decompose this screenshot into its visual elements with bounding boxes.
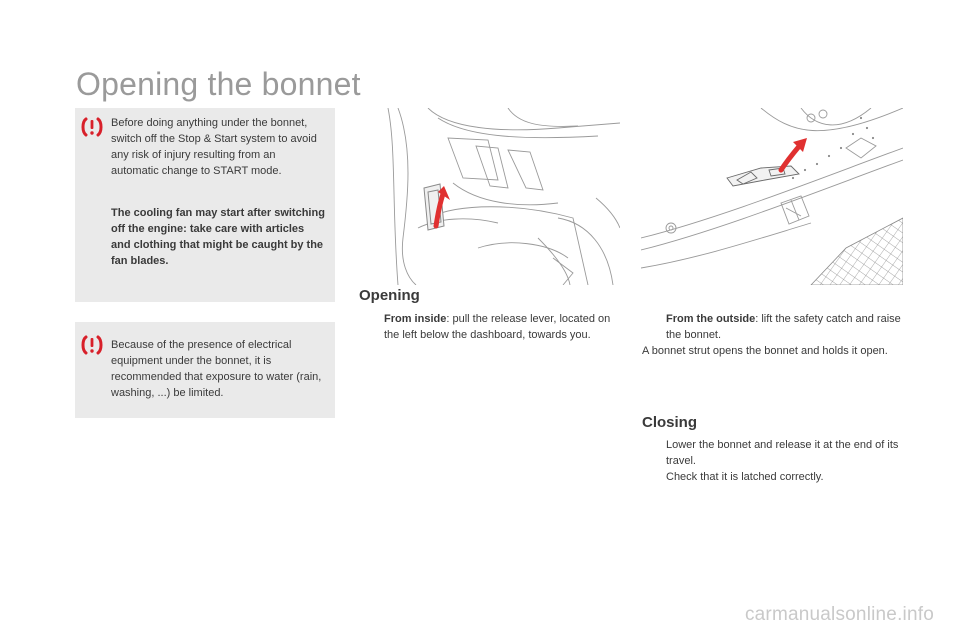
pedals-lever-drawing (358, 108, 620, 285)
bonnet-strut-note: A bonnet strut opens the bonnet and holds it open. (642, 345, 888, 357)
instruction-from-inside (362, 311, 620, 343)
warning-text: Because of the presence of electrical equipment under the bonnet, it is recommended that exposure to water (rain, washing, ...) be limited. (111, 339, 322, 399)
instruction-label: From inside (384, 313, 447, 325)
closing-step (644, 469, 906, 485)
page-title: Opening the bonnet (76, 66, 361, 102)
section-title-closing: Closing (642, 414, 697, 431)
instruction-label: From the outside (666, 313, 756, 325)
instruction-from-outside (644, 311, 906, 343)
warning-box-stop-start (75, 108, 335, 302)
closing-step-text: Lower the bonnet and release it at the end of its travel. (666, 439, 899, 467)
instruction-text: : pull the release lever, located on the left below the dashboard, towards you. (384, 313, 611, 341)
warning-box-electrical (75, 322, 335, 418)
instruction-text: : lift the safety catch and raise the bonnet. (666, 313, 901, 341)
closing-step (644, 437, 906, 469)
section-title-opening: Opening (359, 287, 420, 304)
illustration-inside-release-lever (358, 108, 620, 285)
footer-watermark: carmanualsonline.info (744, 604, 934, 625)
grille-catch-drawing (641, 108, 903, 285)
warning-text-bold: The cooling fan may start after switching off the engine: take care with articles and clothing that might be caught by the fan blades. (111, 207, 325, 267)
warning-exclamation-icon (81, 117, 103, 137)
warning-exclamation-icon (81, 335, 103, 355)
warning-text: Before doing anything under the bonnet, switch off the Stop & Start system to avoid any risk of injury resulting from an automatic change to START mode. (111, 117, 317, 177)
closing-step-text: Check that it is latched correctly. (666, 471, 824, 483)
illustration-outside-safety-catch (641, 108, 903, 285)
